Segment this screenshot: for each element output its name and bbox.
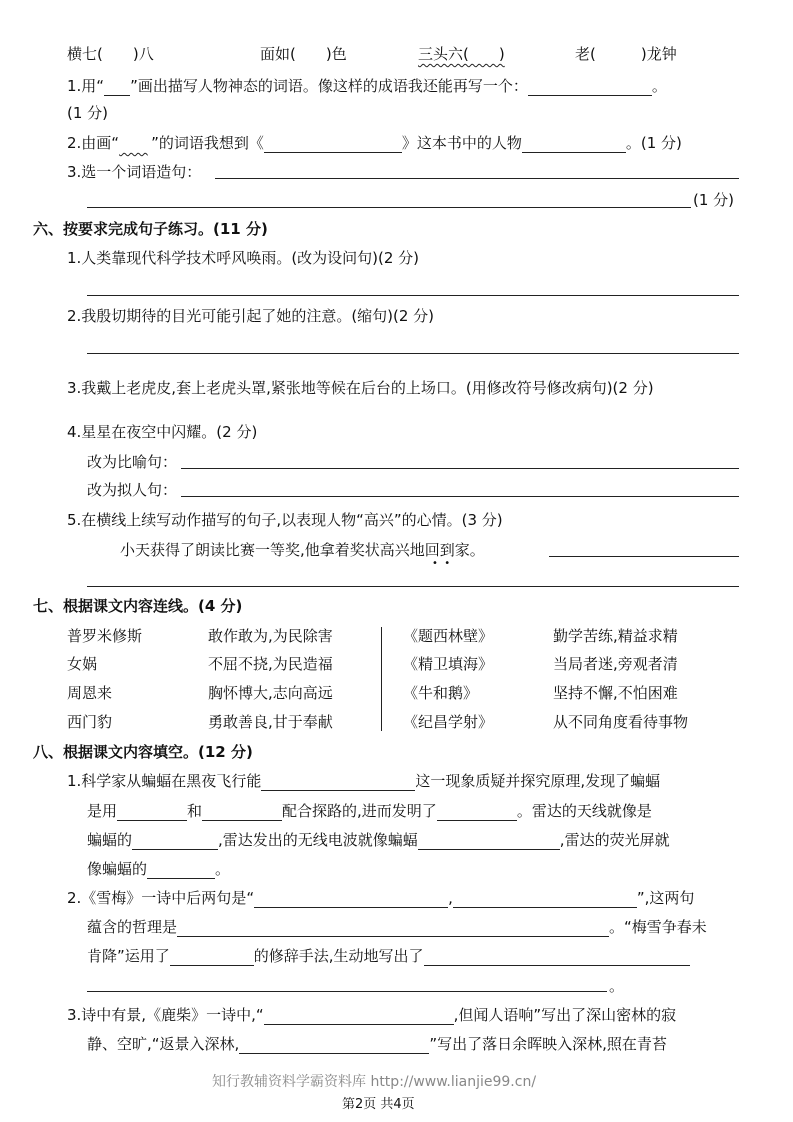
s6-question-1: 1.人类靠现代科学技术呼风唤雨。(改为设问句)(2 分): [67, 249, 420, 267]
blank[interactable]: [453, 891, 637, 908]
watermark: 知行教辅资料学霸资料库 http://www.lianjie99.cn/: [212, 1074, 537, 1090]
left-trait: 胸怀博大,志向高远: [208, 684, 333, 702]
right-meaning: 勤学苦练,精益求精: [553, 627, 678, 645]
underline-sample: [104, 79, 130, 96]
s8-q2-end: 。: [609, 977, 625, 995]
blank[interactable]: [177, 920, 609, 937]
s8-q2-line3: 肯降”运用了 的修辞手法,生动地写出了: [87, 946, 690, 966]
blank[interactable]: [239, 1037, 429, 1054]
right-meaning: 坚持不懈,不怕困难: [553, 684, 678, 702]
s6-answer-line-2[interactable]: [87, 353, 739, 354]
s6-question-2: 2.我殷切期待的目光可能引起了她的注意。(缩句)(2 分): [67, 307, 435, 325]
idiom-1: 横七( )八: [67, 45, 154, 63]
left-trait: 勇敢善良,甘于奉献: [208, 713, 333, 731]
simile-answer-line[interactable]: [181, 468, 739, 469]
blank[interactable]: [418, 833, 560, 850]
s8-q1-line2: 是用 和 配合探路的,进而发明了 。雷达的天线就像是: [87, 802, 652, 820]
s8-q1-line3: 蝙蝠的 ,雷达发出的无线电波就像蝙蝠 ,雷达的荧光屏就: [87, 831, 670, 849]
right-meaning: 当局者迷,旁观者清: [553, 655, 678, 673]
s5-question-3-score: (1 分): [693, 191, 735, 209]
s8-q2-line1: 2.《雪梅》一诗中后两句是“ , ”,这两句: [67, 889, 695, 907]
emphasis-dots: • •: [432, 558, 451, 569]
s5-question-2: 2.由画“ ”的词语我想到《 》这本书中的人物 。(1 分): [67, 134, 682, 152]
right-title: 《精卫填海》: [403, 655, 494, 673]
left-trait: 不屈不挠,为民造福: [208, 655, 333, 673]
s8-q3-line2: 静、空旷,“返景入深林, ”写出了落日余晖映入深林,照在青苔: [87, 1035, 667, 1053]
s8-q1-line4: 像蝙蝠的 。: [87, 860, 231, 878]
s6-q5-answer-line-1[interactable]: [549, 556, 739, 557]
blank[interactable]: [437, 804, 517, 821]
personify-answer-line[interactable]: [181, 496, 739, 497]
s5-question-3: 3.选一个词语造句：: [67, 163, 202, 181]
sentence-blank-1[interactable]: [215, 178, 739, 179]
right-meaning: 从不同角度看待事物: [553, 713, 689, 731]
book-title-blank[interactable]: [264, 136, 402, 153]
blank[interactable]: [132, 833, 218, 850]
s6-answer-line-1[interactable]: [87, 295, 739, 296]
idiom-2: 面如( )色: [260, 45, 347, 63]
s6-question-3: 3.我戴上老虎皮,套上老虎头罩,紧张地等候在后台的上场口。(用修改符号修改病句)(2 分): [67, 379, 654, 397]
blank[interactable]: [264, 1008, 454, 1025]
wavy-sample: [119, 133, 151, 153]
s8-q1-line1: 1.科学家从蝙蝠在黑夜飞行能 这一现象质疑并探究原理,发现了蝙蝠: [67, 772, 661, 790]
sentence-blank-2[interactable]: [87, 207, 691, 208]
s8-q2-continue-line[interactable]: [87, 991, 607, 992]
s6-question-4: 4.星星在夜空中闪耀。(2 分): [67, 423, 258, 441]
section-7-title: 七、根据课文内容连线。(4 分): [33, 597, 243, 615]
blank[interactable]: [424, 949, 690, 966]
s6-q5-sentence: 小天获得了朗读比赛一等奖,他拿着奖状高兴地回到家。: [120, 541, 485, 559]
left-name: 周恩来: [67, 684, 113, 702]
s5-question-1: 1.用“ ”画出描写人物神态的词语。像这样的成语我还能再写一个： 。: [67, 77, 667, 95]
idiom-3: 三头六( ): [418, 45, 505, 63]
section-8-title: 八、根据课文内容填空。(12 分): [33, 743, 253, 761]
left-name: 普罗米修斯: [67, 627, 143, 645]
left-name: 西门豹: [67, 713, 113, 731]
s6-q5-answer-line-2[interactable]: [87, 586, 739, 587]
s5-question-1-score: (1 分): [67, 104, 109, 122]
blank[interactable]: [261, 774, 415, 791]
left-name: 女娲: [67, 655, 98, 673]
right-title: 《纪昌学射》: [403, 713, 494, 731]
page-number: 第2页 共4页: [342, 1097, 415, 1112]
blank[interactable]: [254, 891, 448, 908]
section-6-title: 六、按要求完成句子练习。(11 分): [33, 220, 268, 238]
blank[interactable]: [117, 804, 187, 821]
idiom-4: 老( )龙钟: [575, 45, 677, 63]
blank[interactable]: [147, 862, 215, 879]
column-divider: [381, 627, 382, 731]
left-trait: 敢作敢为,为民除害: [208, 627, 333, 645]
character-blank[interactable]: [522, 136, 626, 153]
right-title: 《牛和鹅》: [403, 684, 479, 702]
blank[interactable]: [202, 804, 282, 821]
s6-q4-personify-label: 改为拟人句：: [87, 481, 178, 499]
blank[interactable]: [170, 949, 254, 966]
answer-blank[interactable]: [528, 79, 652, 96]
s8-q3-line1: 3.诗中有景,《鹿柴》一诗中,“ ,但闻人语响”写出了深山密林的寂: [67, 1006, 677, 1024]
s6-q4-simile-label: 改为比喻句：: [87, 453, 178, 471]
s8-q2-line2: 蕴含的哲理是 。“梅雪争春未: [87, 918, 707, 936]
right-title: 《题西林壁》: [403, 627, 494, 645]
s6-question-5: 5.在横线上续写动作描写的句子,以表现人物“高兴”的心情。(3 分): [67, 511, 503, 529]
